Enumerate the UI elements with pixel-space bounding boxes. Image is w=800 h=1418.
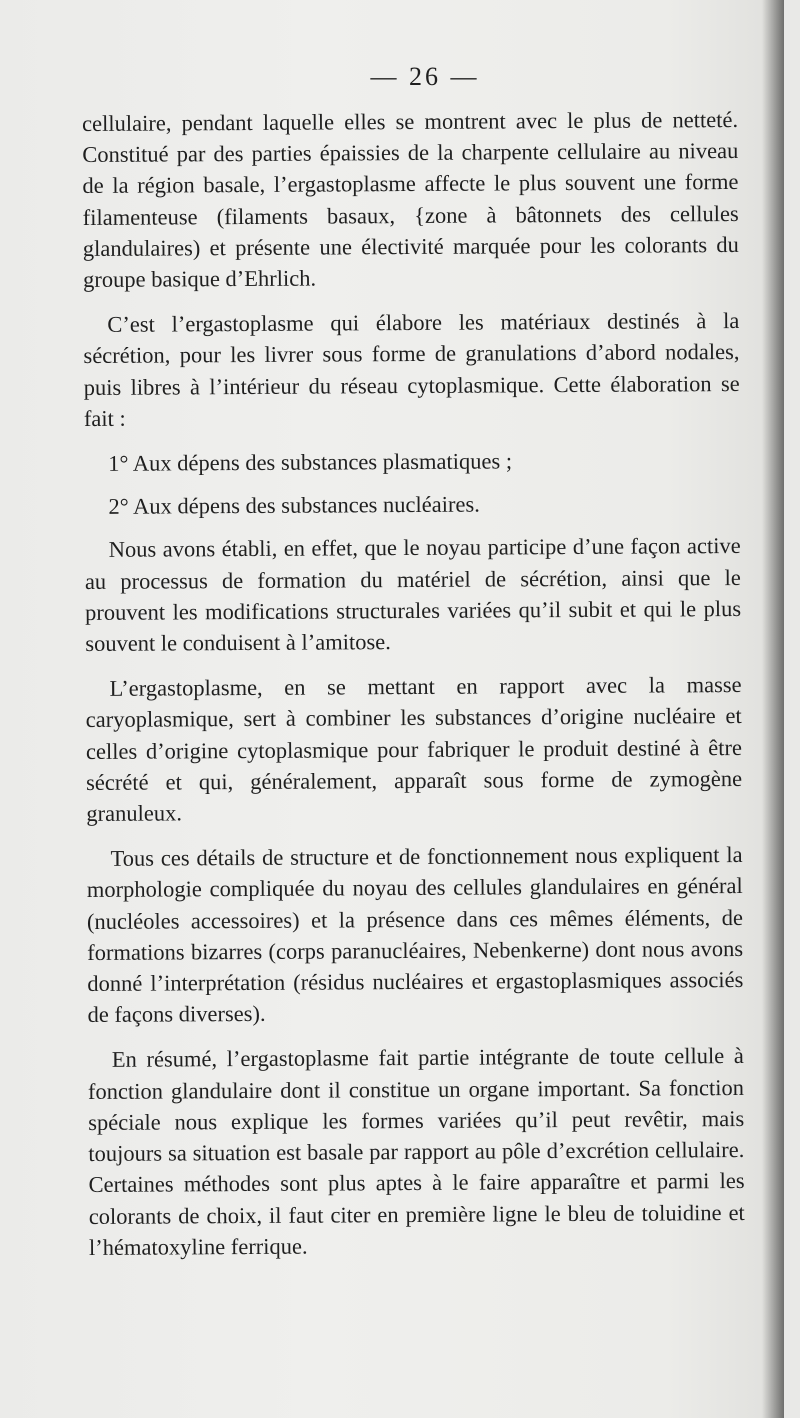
body-text [82,104,745,1263]
page-edge-shadow [762,0,784,1418]
paragraph: En résumé, l’ergastoplasme fait partie intégrante de toute cellule à fonction glandulaire dont il constitue un organe important. Sa fonction spéciale nous explique les formes variées qu’il peut revêtir, mais toujours sa situation est basale par rapport au pôle d’excrétion cellulaire. Certaines méthodes sont plus aptes à le faire apparaître et parmi les colorants de choix, il faut citer en première ligne le bleu de toluidine et l’hématoxyline ferrique. [87,1043,745,1260]
list-item: 1° Aux dépens des substances plasmatiques ; [108,448,513,476]
paragraph: Tous ces détails de structure et de fonctionnement nous expliquent la morphologie compliquée du noyau des cellules glandulaires en général (nucléoles accessoires) et la présence dans ces mêmes éléments, de formations bizarres (corps paranucléaires, Nebenkerne) dont nous avons donné l’interprétation (résidus nucléaires et ergastoplasmiques associés de façons diverses). [86,842,744,1028]
paragraph: L’ergastoplasme, en se mettant en rapport avec la masse caryoplasmique, sert à combiner les substances d’origine nucléaire et celles d’origine cytoplasmique pour fabriquer le produit destiné à être sécrété et qui, généralement, apparaît sous forme de zymogène granuleux. [85,672,743,827]
list-item: 2° Aux dépens des substances nucléaires. [108,491,480,520]
paragraph-continued: cellulaire, pendant laquelle elles se montrent avec le plus de netteté. Constitué par des parties épaissies de la charpente cellulaire au niveau de la région basale, l’ergastoplasme affecte le plus souvent une forme filamenteuse (filaments basaux, {zone à bâtonnets des cellules glandulaires) et présente une électivité marquée pour les colorants du groupe basique d’Ehrlich. [82,106,739,293]
page-number: — 26 — [370,62,480,91]
paragraph: Nous avons établi, en effet, que le noyau participe d’une façon active au processus de formation du matériel de sécrétion, ainsi que le prouvent les modifications structurales variées qu’il subit et qui le plus souvent le conduisent à l’amitose. [84,533,742,657]
paragraph: C’est l’ergastoplasme qui élabore les matériaux destinés à la sécrétion, pour les livrer sous forme de granulations d’abord nodales, puis libres à l’intérieur du réseau cytoplasmique. Cette élaboration se fait : [83,308,740,431]
